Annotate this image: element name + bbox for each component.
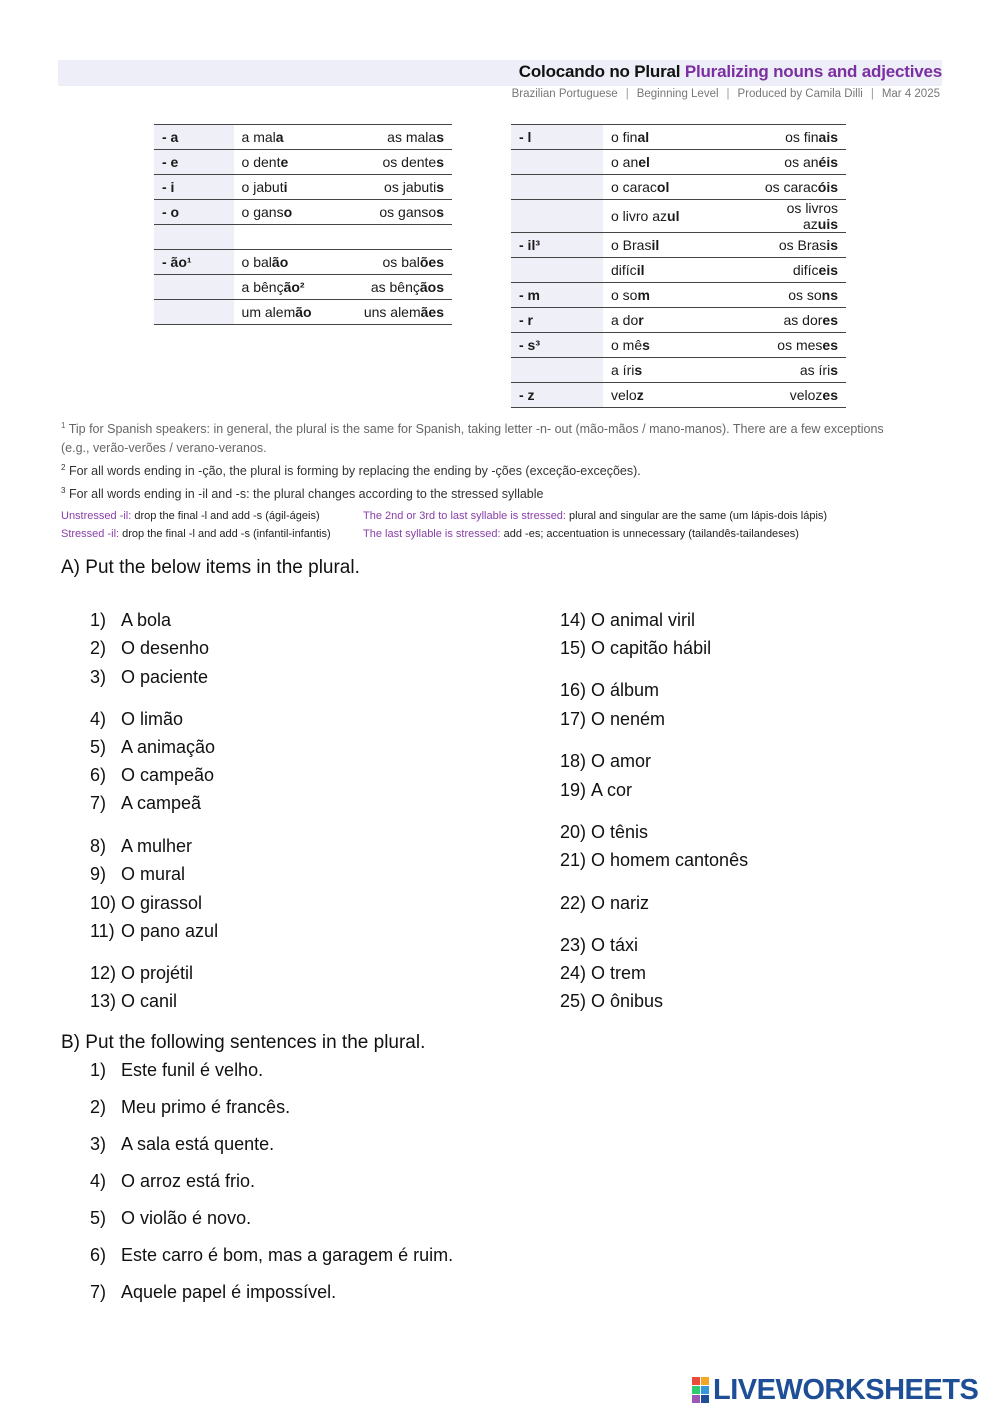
- item-text: A bola: [121, 610, 172, 630]
- item-text: O tênis: [591, 822, 649, 842]
- item-number: 23): [560, 935, 587, 955]
- exercise-item: [560, 850, 748, 871]
- rule-ending: - a: [154, 125, 234, 150]
- item-number: 1): [90, 1060, 107, 1080]
- exercise-item: [560, 991, 663, 1012]
- tip-s-last: The last syllable is stressed: add -es; accentuation is unnecessary (tailandês-tailandeses): [363, 528, 799, 540]
- rule-singular: o livro azul: [603, 200, 749, 233]
- item-text: A animação: [121, 737, 216, 757]
- rule-row: [511, 175, 846, 200]
- item-text: Aquele papel é impossível.: [121, 1282, 337, 1302]
- rule-ending: - ão¹: [154, 250, 234, 275]
- exercise-item: [90, 1208, 251, 1229]
- item-number: 8): [90, 836, 107, 856]
- title-main: Colocando no Plural: [518, 62, 681, 81]
- rule-singular: o jabuti: [234, 175, 354, 200]
- rule-plural: os caracóis: [749, 175, 846, 200]
- exercise-item: [90, 963, 193, 984]
- rule-ending: - m: [511, 283, 603, 308]
- rule-plural: as bênçãos: [354, 275, 452, 300]
- item-number: 19): [560, 780, 587, 800]
- tips-s: [363, 507, 827, 543]
- item-text: O capitão hábil: [591, 638, 712, 658]
- rule-row: [511, 150, 846, 175]
- rule-singular: a dor: [603, 308, 749, 333]
- item-text: O campeão: [121, 765, 215, 785]
- rule-plural: os finais: [749, 125, 846, 150]
- item-text: O amor: [591, 751, 652, 771]
- right-rules-table: [511, 124, 846, 408]
- item-number: 6): [90, 765, 107, 785]
- rule-plural: as malas: [354, 125, 452, 150]
- item-number: 10): [90, 893, 117, 913]
- section-a-title: A) Put the below items in the plural.: [61, 557, 360, 578]
- rule-ending: - r: [511, 308, 603, 333]
- item-text: O homem cantonês: [591, 850, 749, 870]
- tip-s-2nd-3rd: The 2nd or 3rd to last syllable is stressed: plural and singular are the same (um lápis-dois lápis): [363, 510, 828, 522]
- rule-ending: - e: [154, 150, 234, 175]
- rule-ending: [154, 300, 234, 325]
- item-text: O álbum: [591, 680, 660, 700]
- item-text: O violão é novo.: [121, 1208, 252, 1228]
- rule-plural: uns alemães: [354, 300, 452, 325]
- item-number: 12): [90, 963, 117, 983]
- item-number: 15): [560, 638, 587, 658]
- item-text: O táxi: [591, 935, 639, 955]
- exercise-item: [560, 638, 711, 659]
- item-number: 1): [90, 610, 107, 630]
- footnote-1: $^1$ Tip for Spanish speakers: in general, the plural is the same for Spanish, taking letter -n- out (mão-mãos / mano-manos). There are a few exceptions (e.g., verão-verões / verano-veranos.: [61, 421, 884, 456]
- item-text: Meu primo é francês.: [121, 1097, 291, 1117]
- exercise-item: [560, 935, 638, 956]
- exercise-item: [560, 680, 659, 701]
- item-number: 25): [560, 991, 587, 1011]
- rule-plural: os jabutis: [354, 175, 452, 200]
- item-number: 5): [90, 1208, 107, 1228]
- rule-ending: [154, 275, 234, 300]
- rule-plural: velozes: [749, 383, 846, 408]
- rule-ending: - z: [511, 383, 603, 408]
- exercise-item: [90, 737, 215, 758]
- item-text: O canil: [121, 991, 178, 1011]
- item-number: 3): [90, 667, 107, 687]
- rule-row: [154, 150, 452, 175]
- item-number: 6): [90, 1245, 107, 1265]
- rule-row: [154, 225, 452, 250]
- exercise-item: [90, 1134, 274, 1155]
- rule-row: [154, 250, 452, 275]
- page-title: [519, 62, 942, 82]
- item-number: 11): [90, 921, 115, 941]
- rule-plural: as dores: [749, 308, 846, 333]
- exercise-item: [90, 991, 177, 1012]
- item-number: 4): [90, 709, 107, 729]
- meta-level: Beginning Level: [636, 88, 719, 100]
- rule-plural: os livros azuis: [749, 200, 846, 233]
- rule-ending: [511, 200, 603, 233]
- exercise-item: [560, 709, 665, 730]
- exercise-item: [90, 638, 209, 659]
- rule-singular: um alemão: [234, 300, 354, 325]
- footnote-3: $^3$ For all words ending in -il and -s: the plural changes according to the stressed syllable: [61, 486, 544, 502]
- rule-row: [511, 333, 846, 358]
- exercise-item: [90, 1060, 263, 1081]
- exercise-item: [90, 793, 201, 814]
- item-text: O paciente: [121, 667, 209, 687]
- exercise-item: [90, 864, 185, 885]
- item-text: O limão: [121, 709, 184, 729]
- rule-ending: - l: [511, 125, 603, 150]
- rule-plural: [354, 225, 452, 250]
- rule-row: [154, 300, 452, 325]
- item-text: Este carro é bom, mas a garagem é ruim.: [121, 1245, 454, 1265]
- rule-singular: [234, 225, 354, 250]
- rule-plural: os dentes: [354, 150, 452, 175]
- item-text: A campeã: [121, 793, 202, 813]
- footnotes: [61, 416, 901, 504]
- item-text: Este funil é velho.: [121, 1060, 264, 1080]
- rule-singular: a mala: [234, 125, 354, 150]
- item-number: 22): [560, 893, 587, 913]
- exercise-item: [90, 610, 171, 631]
- liveworksheets-logo: [692, 1374, 978, 1406]
- exercise-item: [90, 765, 214, 786]
- rule-row: [511, 200, 846, 233]
- item-text: A cor: [591, 780, 633, 800]
- rule-row: [511, 383, 846, 408]
- logo-text: LIVEWORKSHEETS: [713, 1373, 979, 1406]
- rule-singular: o ganso: [234, 200, 354, 225]
- item-text: O girassol: [121, 893, 203, 913]
- item-number: 14): [560, 610, 587, 630]
- item-number: 4): [90, 1171, 107, 1191]
- item-text: O pano azul: [121, 921, 219, 941]
- liveworksheets-logo-icon: [692, 1377, 709, 1403]
- exercise-item: [90, 1097, 290, 1118]
- rule-plural: difíceis: [749, 258, 846, 283]
- rule-ending: [511, 150, 603, 175]
- rule-singular: o mês: [603, 333, 749, 358]
- rule-ending: [511, 258, 603, 283]
- rule-row: [154, 175, 452, 200]
- item-number: 24): [560, 963, 587, 983]
- footnote-2: $^2$ For all words ending in -ção, the plural is forming by replacing the ending by -ções (exceção-exceções).: [61, 463, 641, 479]
- rule-singular: o dente: [234, 150, 354, 175]
- rule-row: [154, 275, 452, 300]
- tip-unstressed-il: Unstressed -il: drop the final -l and add -s (ágil-ágeis): [61, 510, 320, 522]
- section-b-title: B) Put the following sentences in the plural.: [61, 1032, 426, 1053]
- meta-author: Produced by Camila Dilli: [737, 88, 863, 100]
- item-text: O trem: [591, 963, 647, 983]
- rule-singular: o Brasil: [603, 233, 749, 258]
- exercise-item: [90, 921, 218, 942]
- rule-row: [511, 125, 846, 150]
- item-number: 3): [90, 1134, 107, 1154]
- item-number: 17): [560, 709, 587, 729]
- meta-language: Brazilian Portuguese: [511, 88, 618, 100]
- exercise-item: [90, 836, 192, 857]
- rule-plural: os anéis: [749, 150, 846, 175]
- item-text: A mulher: [121, 836, 193, 856]
- rule-ending: - s³: [511, 333, 603, 358]
- exercise-item: [560, 751, 651, 772]
- left-rules-table: [154, 124, 452, 325]
- rule-singular: difícil: [603, 258, 749, 283]
- exercise-item: [90, 893, 202, 914]
- rule-row: [511, 233, 846, 258]
- item-number: 2): [90, 1097, 107, 1117]
- exercise-item: [560, 822, 648, 843]
- rule-singular: o som: [603, 283, 749, 308]
- rule-row: [511, 358, 846, 383]
- rule-plural: os meses: [749, 333, 846, 358]
- item-number: 7): [90, 1282, 107, 1302]
- exercise-item: [90, 1245, 453, 1266]
- rule-ending: [511, 175, 603, 200]
- item-number: 16): [560, 680, 587, 700]
- rule-plural: os Brasis: [749, 233, 846, 258]
- item-number: 2): [90, 638, 107, 658]
- meta-date: Mar 4 2025: [881, 88, 940, 100]
- rule-ending: - o: [154, 200, 234, 225]
- exercise-item: [560, 893, 649, 914]
- item-text: O animal viril: [591, 610, 696, 630]
- rule-singular: a íris: [603, 358, 749, 383]
- rule-plural: as íris: [749, 358, 846, 383]
- rule-row: [154, 200, 452, 225]
- rule-ending: [511, 358, 603, 383]
- item-number: 13): [90, 991, 117, 1011]
- rule-ending: - il³: [511, 233, 603, 258]
- exercise-item: [560, 963, 646, 984]
- exercise-item: [560, 780, 632, 801]
- item-number: 21): [560, 850, 587, 870]
- item-text: O desenho: [121, 638, 210, 658]
- rule-row: [511, 258, 846, 283]
- exercise-item: [560, 610, 695, 631]
- item-number: 9): [90, 864, 107, 884]
- item-number: 18): [560, 751, 587, 771]
- exercise-item: [90, 1171, 255, 1192]
- exercise-item: [90, 1282, 336, 1303]
- exercise-item: [90, 667, 208, 688]
- item-text: O projétil: [121, 963, 194, 983]
- rule-row: [511, 283, 846, 308]
- item-number: 5): [90, 737, 107, 757]
- title-sub: Pluralizing nouns and adjectives: [684, 62, 942, 81]
- rule-singular: o final: [603, 125, 749, 150]
- rule-plural: os gansos: [354, 200, 452, 225]
- rule-singular: veloz: [603, 383, 749, 408]
- item-text: O nariz: [591, 893, 650, 913]
- rule-row: [154, 125, 452, 150]
- rule-singular: o caracol: [603, 175, 749, 200]
- rule-ending: [154, 225, 234, 250]
- rule-singular: o balão: [234, 250, 354, 275]
- rule-singular: a bênção²: [234, 275, 354, 300]
- item-text: O arroz está frio.: [121, 1171, 256, 1191]
- exercise-item: [90, 709, 183, 730]
- header-meta: Brazilian Portuguese | Beginning Level | Produced by Camila Dilli | Mar 4 2025: [511, 88, 940, 100]
- rule-row: [511, 308, 846, 333]
- rule-singular: o anel: [603, 150, 749, 175]
- item-text: O ônibus: [591, 991, 664, 1011]
- item-text: O neném: [591, 709, 666, 729]
- rule-plural: os sons: [749, 283, 846, 308]
- item-number: 20): [560, 822, 587, 842]
- rule-ending: - i: [154, 175, 234, 200]
- tip-stressed-il: Stressed -il: drop the final -l and add -s (infantil-infantis): [61, 528, 331, 540]
- item-number: 7): [90, 793, 107, 813]
- item-text: O mural: [121, 864, 186, 884]
- rule-plural: os balões: [354, 250, 452, 275]
- item-text: A sala está quente.: [121, 1134, 275, 1154]
- tips-il: [61, 507, 331, 543]
